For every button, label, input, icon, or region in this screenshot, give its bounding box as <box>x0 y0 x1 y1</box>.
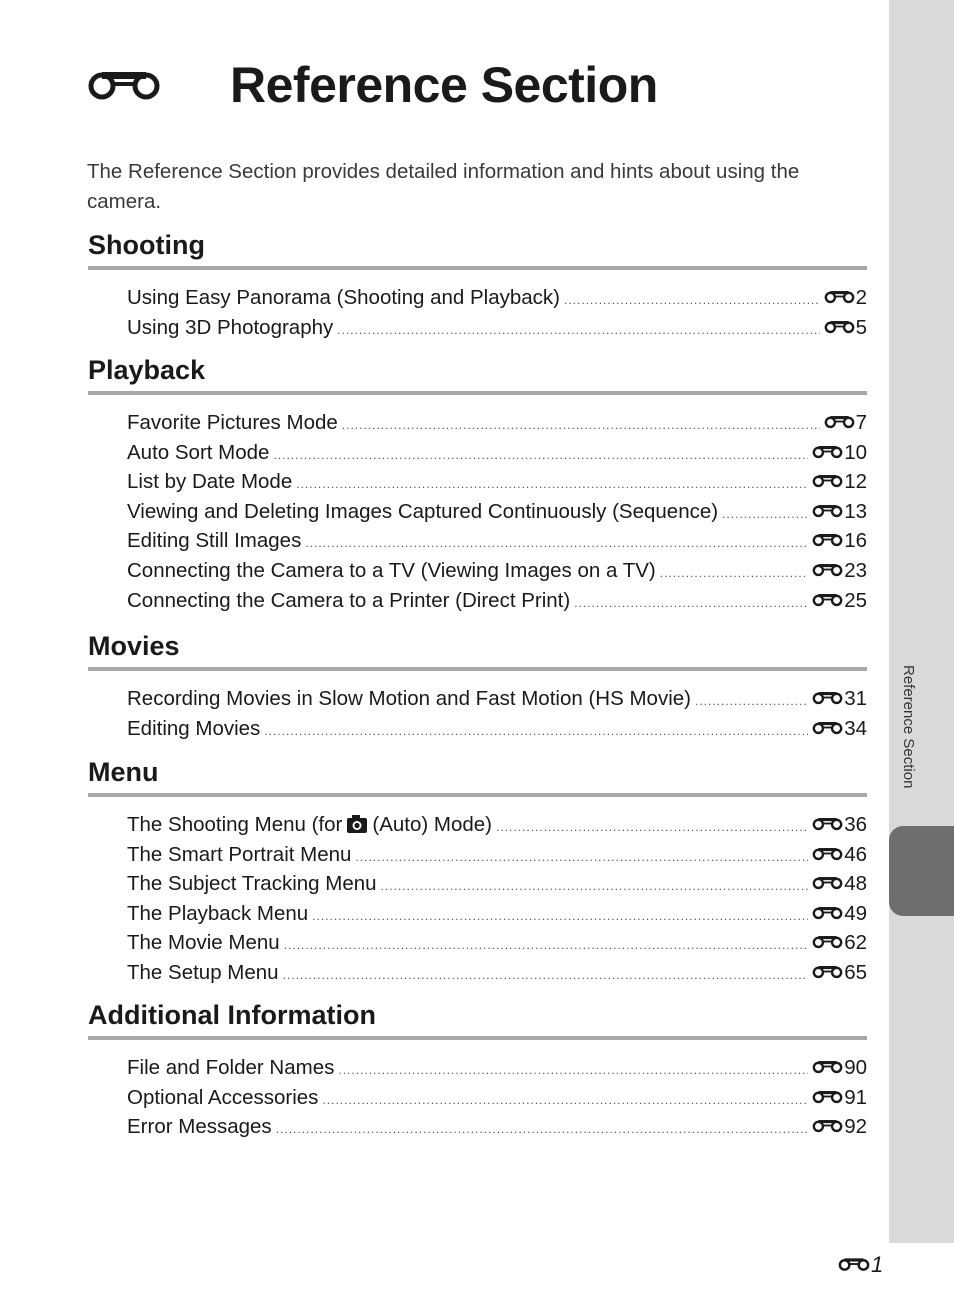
toc-entry-page-number: 46 <box>844 842 867 866</box>
toc-entry-page <box>812 438 867 468</box>
toc-entry-page <box>824 283 867 313</box>
section-divider <box>88 667 867 671</box>
toc-entry-page-number: 13 <box>844 499 867 523</box>
toc-entry-label: Editing Movies <box>127 716 261 740</box>
toc-section <box>88 353 867 615</box>
dot-leader <box>355 843 808 873</box>
toc-entry-page <box>812 928 867 958</box>
toc-entry-list <box>88 810 867 988</box>
toc-entry-page-number: 23 <box>844 558 867 582</box>
dot-leader <box>273 441 808 471</box>
toc-entry[interactable] <box>127 684 867 714</box>
toc-entry-page <box>824 313 867 343</box>
reference-binoculars-icon <box>812 503 843 518</box>
toc-entry-page-number: 12 <box>844 470 867 494</box>
toc-entry-page-number: 7 <box>855 411 867 434</box>
toc-entry-page-number: 34 <box>844 716 867 740</box>
toc-entry[interactable] <box>127 438 867 468</box>
intro-text: The Reference Section provides detailed information and hints about using the camera. <box>87 160 800 213</box>
dot-leader <box>283 961 809 991</box>
section-title: Shooting <box>88 230 205 260</box>
toc-entry-label: Recording Movies in Slow Motion and Fast Motion (HS Movie) <box>127 687 691 710</box>
dot-leader <box>305 529 808 559</box>
toc-entry-page-number: 49 <box>844 901 867 925</box>
toc-entry-label: Editing Still Images <box>127 529 302 553</box>
reference-binoculars-icon <box>88 69 162 101</box>
toc-entry-page-number: 10 <box>844 440 867 464</box>
toc-entry-list <box>88 684 867 743</box>
toc-entry-list <box>88 1053 867 1142</box>
reference-binoculars-icon <box>812 444 843 459</box>
toc-entry-label: Optional Accessories <box>127 1085 319 1109</box>
toc-section <box>88 998 867 1142</box>
dot-leader <box>284 931 809 961</box>
toc-entry[interactable] <box>127 283 867 313</box>
toc-entry-label: Using 3D Photography <box>127 315 334 339</box>
toc-entry-label: The Setup Menu <box>127 960 279 984</box>
dot-leader <box>264 717 808 747</box>
toc-entry-page <box>812 810 867 840</box>
toc-entry-label <box>127 810 492 840</box>
dot-leader <box>322 1086 808 1116</box>
toc-entry[interactable] <box>127 408 867 438</box>
toc-entry[interactable] <box>127 1083 867 1113</box>
dot-leader <box>338 1056 808 1086</box>
toc-entry-label: Connecting the Camera to a Printer (Direct Print) <box>127 588 571 612</box>
reference-binoculars-icon <box>812 562 843 577</box>
toc-entry[interactable] <box>127 1053 867 1083</box>
toc-entry[interactable] <box>127 586 867 616</box>
toc-entry-page-number: 25 <box>844 588 867 612</box>
toc-entry[interactable] <box>127 958 867 988</box>
toc-entry[interactable] <box>127 313 867 343</box>
toc-entry[interactable] <box>127 899 867 929</box>
toc-entry-label-end: (Auto) Mode) <box>372 813 493 836</box>
reference-binoculars-icon <box>812 690 843 705</box>
toc-entry-page <box>812 467 867 497</box>
toc-entry-label: The Movie Menu <box>127 931 280 955</box>
toc-entry[interactable] <box>127 497 867 527</box>
reference-binoculars-icon <box>812 1118 843 1133</box>
toc-entry-page <box>812 1083 867 1113</box>
toc-entry[interactable] <box>127 526 867 556</box>
toc-entry-page-number: 2 <box>855 286 867 309</box>
reference-binoculars-icon <box>824 319 855 334</box>
toc-entry-page <box>812 1112 867 1142</box>
reference-binoculars-icon <box>812 875 843 890</box>
toc-section <box>88 755 867 988</box>
reference-binoculars-icon <box>812 473 843 488</box>
dot-leader <box>722 500 808 530</box>
camera-icon <box>346 815 368 833</box>
toc-entry[interactable] <box>127 840 867 870</box>
toc-entry-page <box>812 869 867 899</box>
toc-entry[interactable] <box>127 928 867 958</box>
reference-binoculars-icon <box>812 934 843 949</box>
toc-entry-page-number: 16 <box>844 529 867 553</box>
toc-entry-page <box>812 556 867 586</box>
toc-entry[interactable] <box>127 467 867 497</box>
dot-leader <box>564 286 820 316</box>
toc-entry-list <box>88 283 867 342</box>
reference-binoculars-icon <box>812 1059 843 1074</box>
section-divider <box>88 266 867 270</box>
toc-entry-label: Auto Sort Mode <box>127 440 270 464</box>
reference-binoculars-icon <box>812 964 843 979</box>
toc-entry-page-number: 62 <box>844 931 867 955</box>
toc-entry-page-number: 92 <box>844 1115 867 1139</box>
section-title: Menu <box>88 757 159 787</box>
toc-entry-label: File and Folder Names <box>127 1056 335 1079</box>
toc-section <box>88 629 867 743</box>
section-divider <box>88 1036 867 1040</box>
toc-entry-page-number: 5 <box>855 315 867 339</box>
toc-entry-label: Connecting the Camera to a TV (Viewing Images on a TV) <box>127 558 656 582</box>
toc-entry-page <box>812 497 867 527</box>
toc-entry-page <box>812 526 867 556</box>
reference-binoculars-icon <box>824 289 855 304</box>
page-number-value: 1 <box>871 1252 884 1277</box>
reference-binoculars-icon <box>812 816 843 831</box>
toc-entry-page-number: 48 <box>844 872 867 896</box>
dot-leader <box>296 470 808 500</box>
toc-entry-page-number: 90 <box>844 1056 867 1079</box>
section-title: Playback <box>88 355 206 385</box>
reference-binoculars-icon <box>824 414 855 429</box>
dot-leader <box>337 316 819 346</box>
toc-entry-label: The Smart Portrait Menu <box>127 842 352 866</box>
toc-entry-page <box>812 899 867 929</box>
toc-entry-label: The Playback Menu <box>127 901 309 925</box>
toc-entry-page-number: 31 <box>844 687 867 710</box>
toc-entry-page-number: 65 <box>844 960 867 984</box>
toc-entry[interactable] <box>127 714 867 744</box>
dot-leader <box>660 559 808 589</box>
toc-entry-label-start: The Shooting Menu (for <box>127 813 343 836</box>
toc-entry-page-number: 91 <box>844 1085 867 1109</box>
toc-entry-label: Viewing and Deleting Images Captured Continuously (Sequence) <box>127 499 719 523</box>
reference-binoculars-icon <box>812 592 843 607</box>
dot-leader <box>342 411 820 441</box>
toc-entry-page <box>812 684 867 714</box>
section-divider <box>88 793 867 797</box>
toc-entry-page-number: 36 <box>844 813 867 836</box>
toc-entry-page <box>812 958 867 988</box>
dot-leader <box>276 1115 809 1145</box>
toc-entry-label: Using Easy Panorama (Shooting and Playback) <box>127 286 561 309</box>
toc-entry[interactable] <box>127 1112 867 1142</box>
page-title: Reference Section <box>230 57 658 113</box>
toc-entry-label: Error Messages <box>127 1115 272 1139</box>
reference-binoculars-icon <box>838 1256 870 1272</box>
toc-section <box>88 228 867 342</box>
toc-entry-label: List by Date Mode <box>127 470 293 494</box>
toc-entry-page <box>812 586 867 616</box>
dot-leader <box>312 902 808 932</box>
toc-entry-page <box>812 1053 867 1083</box>
section-divider <box>88 391 867 395</box>
dot-leader <box>496 813 808 843</box>
reference-binoculars-icon <box>812 846 843 861</box>
side-tab-marker[interactable] <box>889 826 954 916</box>
dot-leader <box>381 872 809 902</box>
reference-binoculars-icon <box>812 1089 843 1104</box>
reference-binoculars-icon <box>812 532 843 547</box>
side-tab-label: Reference Section <box>900 665 917 789</box>
toc-entry-page <box>812 714 867 744</box>
dot-leader <box>695 687 808 717</box>
toc-entry-label: Favorite Pictures Mode <box>127 411 338 434</box>
toc-entry-list <box>88 408 867 615</box>
toc-entry[interactable] <box>127 556 867 586</box>
toc-entry-page <box>824 408 867 438</box>
toc-entry-page <box>812 840 867 870</box>
dot-leader <box>574 589 808 619</box>
section-title: Movies <box>88 631 180 661</box>
side-tab-strip <box>889 0 954 1243</box>
toc-entry[interactable] <box>127 810 867 840</box>
reference-binoculars-icon <box>812 905 843 920</box>
reference-binoculars-icon <box>812 720 843 735</box>
page-number <box>838 1252 883 1278</box>
toc-entry[interactable] <box>127 869 867 899</box>
section-title: Additional Information <box>88 1000 376 1030</box>
toc-entry-label: The Subject Tracking Menu <box>127 872 377 896</box>
